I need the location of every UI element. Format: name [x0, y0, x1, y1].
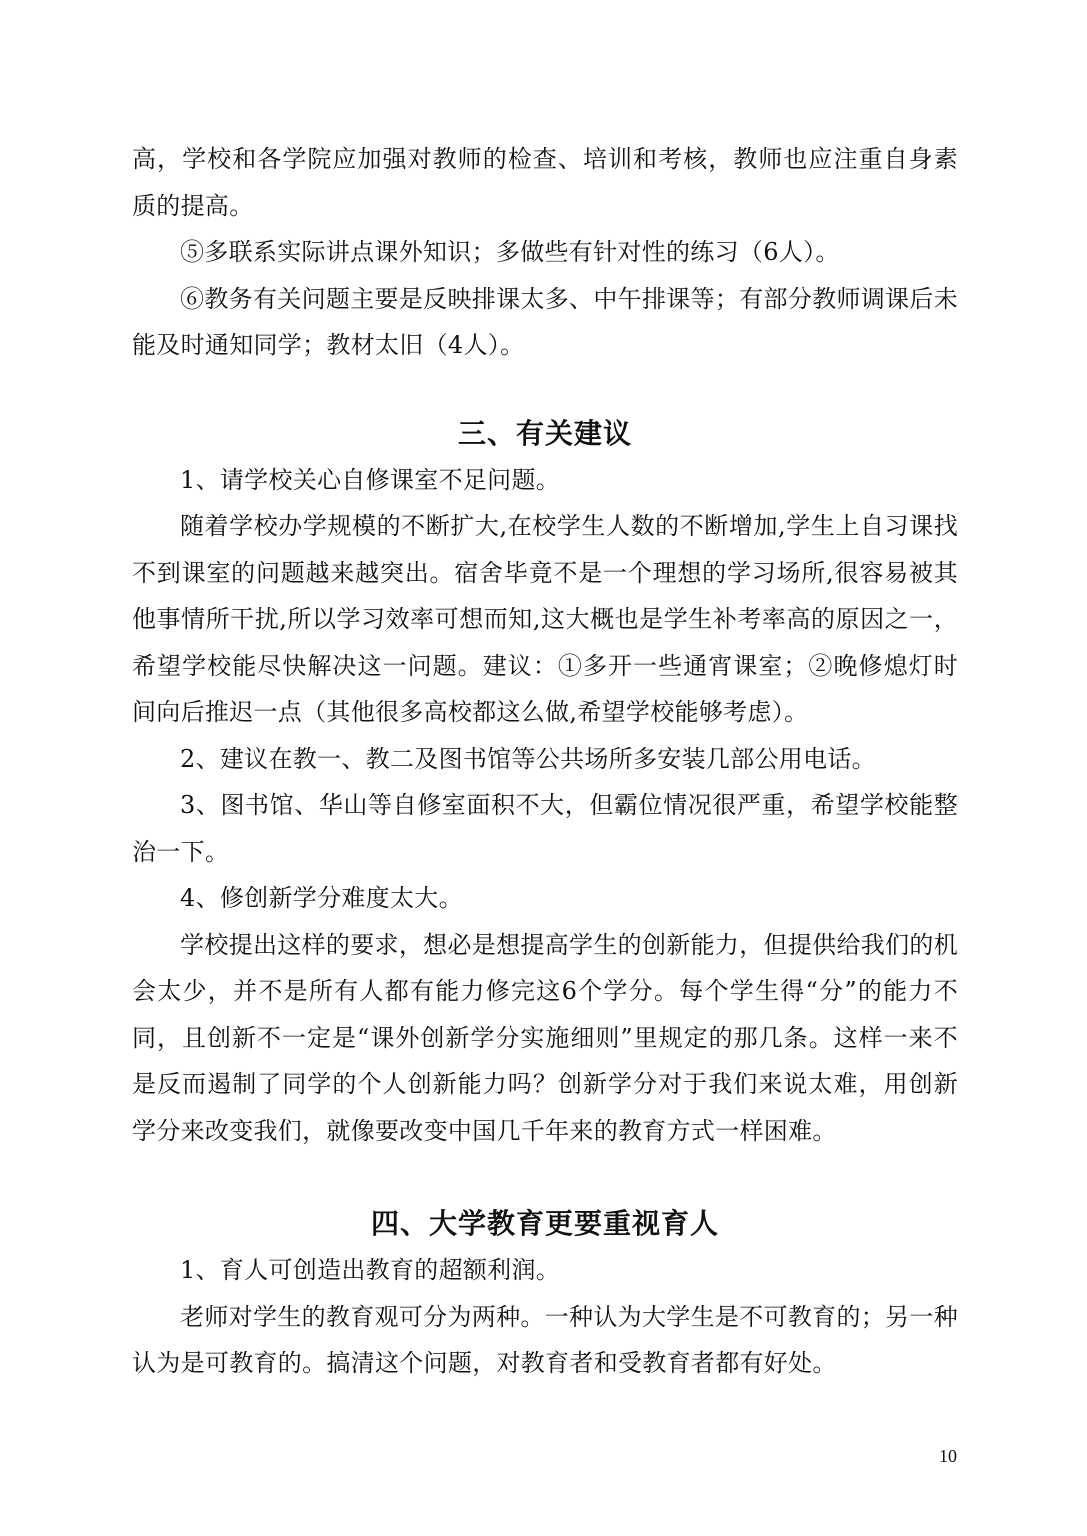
page-body [132, 136, 958, 1387]
list-item-6: ⑥教务有关问题主要是反映排课太多、中午排课等；有部分教师调课后未能及时通知同学；教材太旧（4人）。 [132, 284, 958, 359]
suggestion-1-title: 1、请学校关心自修课室不足问题。 [180, 465, 561, 494]
section-heading-education: 四、大学教育更要重视育人 [370, 1207, 719, 1240]
list-item-5: ⑤多联系实际讲点课外知识；多做些有针对性的练习（6人）。 [180, 238, 840, 266]
education-1-title: 1、育人可创造出教育的超额利润。 [180, 1256, 561, 1284]
section-heading-suggestions: 三、有关建议 [457, 416, 632, 450]
suggestion-4-body: 学校提出这样的要求，想必是想提高学生的创新能力，但提供给我们的机会太少，并不是所有人都有能力修完这6个学分。每个学生得“分”的能力不同，且创新不一定是“课外创新学分实施细则”里规定的那几条。这样一来不是反而遏制了同学的个人创新能力吗？创新学分对于我们来说太难，用创新学分来改变我们，就像要改变中国几千年来的教育方式一样困难。 [132, 930, 958, 1145]
suggestion-2: 2、建议在教一、教二及图书馆等公共场所多安装几部公用电话。 [180, 744, 876, 773]
suggestion-1-body: 随着学校办学规模的不断扩大,在校学生人数的不断增加,学生上自习课找不到课室的问题越来越突出。宿舍毕竟不是一个理想的学习场所,很容易被其他事情所干扰,所以学习效率可想而知,这大概也是学生补考率高的原因之一，希望学校能尽快解决这一问题。建议：①多开一些通宵课室；②晚修熄灯时间向后推迟一点（其他很多高校都这么做,希望学校能够考虑）。 [132, 512, 958, 726]
page-number: 10 [939, 1446, 957, 1466]
suggestion-3: 3、图书馆、华山等自修室面积不大，但霸位情况很严重，希望学校能整治一下。 [132, 791, 958, 866]
education-1-body: 老师对学生的教育观可分为两种。一种认为大学生是不可教育的；另一种认为是可教育的。搞清这个问题，对教育者和受教育者都有好处。 [132, 1302, 958, 1377]
suggestion-4-title: 4、修创新学分难度太大。 [180, 884, 463, 912]
continued-paragraph: 高，学校和各学院应加强对教师的检查、培训和考核，教师也应注重自身素质的提高。 [132, 145, 958, 220]
